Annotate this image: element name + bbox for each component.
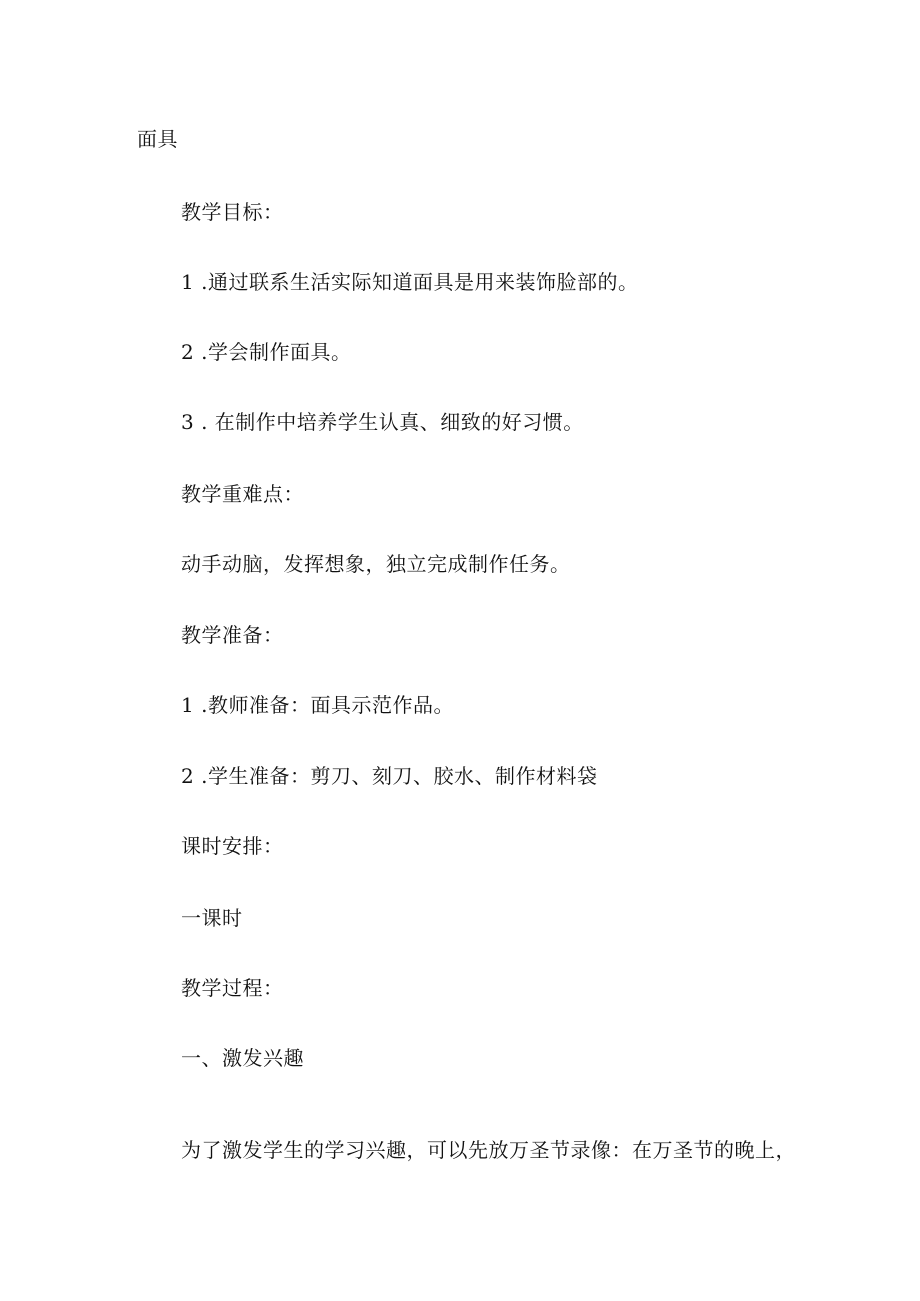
preparation-item-2: 2 .学生准备：剪刀、刻刀、胶水、制作材料袋	[181, 764, 598, 788]
process-step-1: 一、激发兴趣	[181, 1046, 304, 1070]
heading-teaching-objectives: 教学目标：	[181, 200, 284, 224]
key-points-text: 动手动脑，发挥想象，独立完成制作任务。	[181, 552, 571, 576]
schedule-text: 一课时	[181, 906, 243, 930]
objective-item-1: 1 .通过联系生活实际知道面具是用来装饰脸部的。	[181, 270, 639, 294]
heading-preparation: 教学准备：	[181, 623, 284, 647]
heading-schedule: 课时安排：	[181, 834, 284, 858]
process-paragraph: 为了激发学生的学习兴趣，可以先放万圣节录像：在万圣节的晚上，	[181, 1138, 796, 1162]
heading-process: 教学过程：	[181, 976, 284, 1000]
objective-item-3: 3 . 在制作中培养学生认真、细致的好习惯。	[181, 410, 584, 434]
objective-item-2: 2 .学会制作面具。	[181, 340, 352, 364]
heading-key-points: 教学重难点：	[181, 482, 304, 506]
document-title: 面具	[137, 127, 178, 151]
preparation-item-1: 1 .教师准备：面具示范作品。	[181, 693, 454, 717]
